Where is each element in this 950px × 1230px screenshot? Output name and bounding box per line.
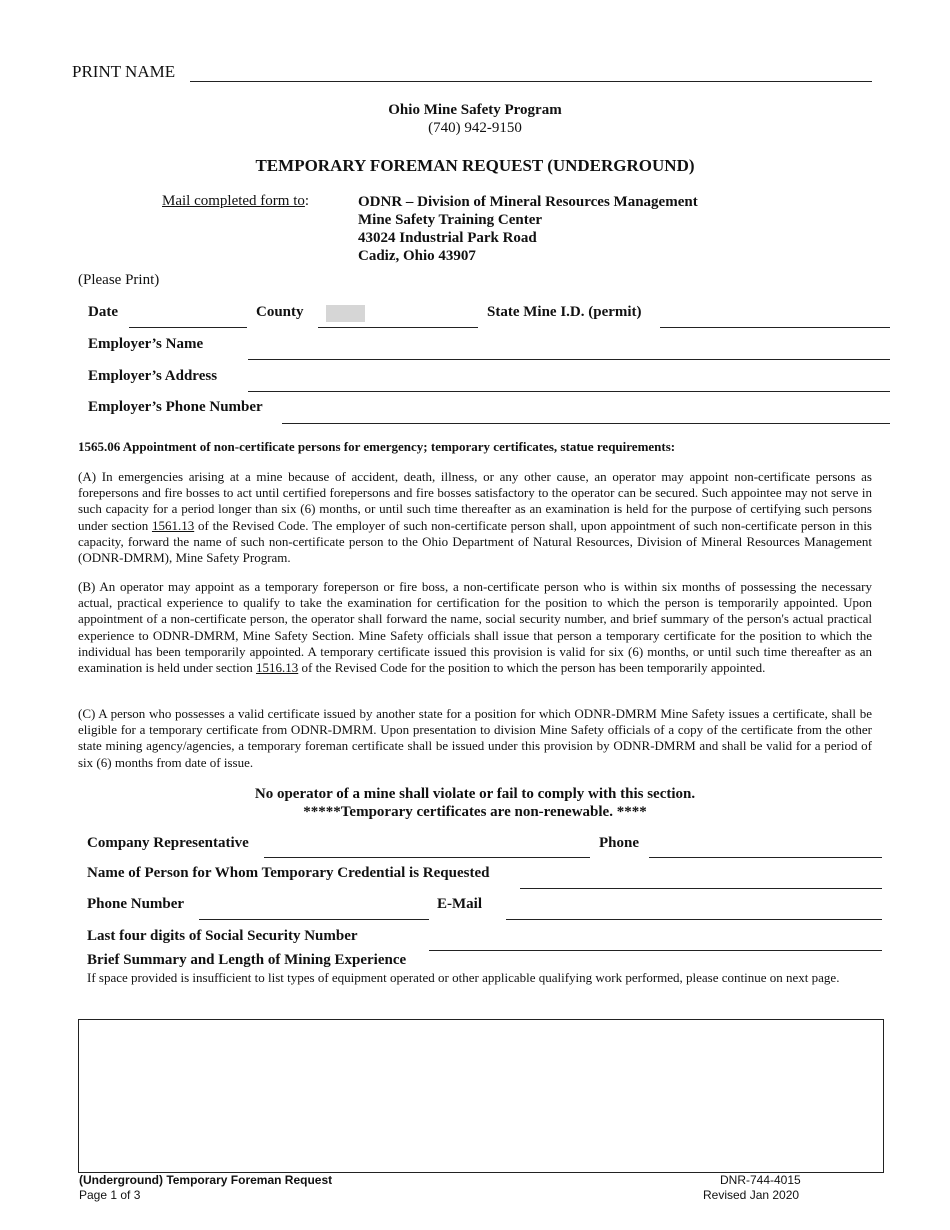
company-rep-label: Company Representative: [87, 835, 249, 851]
employer-address-label: Employer’s Address: [88, 368, 218, 384]
email-label: E-Mail: [437, 896, 482, 912]
page-title: TEMPORARY FOREMAN REQUEST (UNDERGROUND): [255, 156, 695, 175]
statute-paragraph-c: (C) A person who possesses a valid certificate issued by another state for a position for which ODNR-DMRM Mine Safety issues a certificate, shall be eligible for a temporary certificate from ODNR-DMRM. Upon presentation to division Mine Safety officials of a copy of the certificate from the other state mining agency/agencies, a temporary foreman certificate shall be issued under this provision by ODNR-DMRM and shall be valid for a period of six (6) months from date of issue.: [78, 706, 872, 770]
employer-phone-label: Employer’s Phone Number: [88, 399, 263, 415]
person-name-label: Name of Person for Whom Temporary Credential is Requested: [87, 865, 490, 881]
notice-line-1: No operator of a mine shall violate or fail to comply with this section.: [254, 786, 696, 802]
experience-summary-box[interactable]: [78, 1019, 884, 1173]
employer-name-label: Employer’s Name: [88, 336, 204, 352]
ssn-field[interactable]: [429, 950, 882, 951]
county-field-line: [318, 327, 478, 328]
statute-link-1561-13[interactable]: 1561.13: [151, 517, 195, 533]
notice-line-2: *****Temporary certificates are non-renewable. ****: [303, 804, 647, 820]
email-field[interactable]: [506, 919, 882, 920]
rep-phone-field[interactable]: [649, 857, 882, 858]
employer-phone-field[interactable]: [282, 423, 890, 424]
please-print-note: (Please Print): [78, 272, 160, 288]
mail-address: [358, 193, 698, 265]
phone-number-label: Phone Number: [87, 896, 185, 912]
state-mine-id-label: State Mine I.D. (permit): [487, 304, 642, 320]
statute-paragraph-a: (A) In emergencies arising at a mine because of accident, death, illness, or any other cause, an operator may appoint non-certificate persons as forepersons and fire bosses to act until certified forepersons and fire bosses satisfactory to the operator can be secured. Such appointee may not serve in such capacity for a period longer than six (6) months, or until such time thereafter as an examination is held for the purpose of certifying such persons under section 1561.13 of the Revised Code. The employer of such non-certificate person shall, upon appointment of such non-certificate person in this capacity, forward the name of such non-certificate person to the Ohio Department of Natural Resources, Division of Mineral Resources Management (ODNR-DMRM), Mine Safety Program.: [78, 469, 872, 566]
employer-name-field[interactable]: [248, 359, 890, 360]
summary-note: If space provided is insufficient to list types of equipment operated or other applicable qualifying work performed, please continue on next page.: [87, 970, 840, 985]
footer-form-number: DNR-744-4015: [720, 1173, 801, 1187]
summary-label: Brief Summary and Length of Mining Experience: [87, 952, 407, 968]
mail-address-line: 43024 Industrial Park Road: [358, 230, 537, 246]
statute-paragraph-b: (B) An operator may appoint as a temporary foreperson or fire boss, a non-certificate person who is within six months of possessing the necessary actual, practical experience to qualify to take the examination for certification for the position to which the person is temporarily appointed. Upon appointment of a non-certificate person, the operator shall forward the name, social security number, and brief summary of the person's actual practical experience to ODNR-DMRM, Mine Safety Section. Mine Safety officials shall issue that person a temporary certificate for the position to which the individual has been temporarily appointed. A temporary certificate issued this provision is valid for six (6) months, or until such time thereafter as an examination is held under section 1516.13 of the Revised Code for the position to which the person has been temporarily appointed.: [78, 579, 872, 676]
print-name-label: PRINT NAME: [72, 62, 176, 81]
mail-to-label: Mail completed form to:: [162, 193, 310, 209]
ssn-label: Last four digits of Social Security Number: [87, 928, 358, 944]
county-label: County: [256, 304, 304, 320]
company-rep-field[interactable]: [264, 857, 590, 858]
statute-link-1516-13[interactable]: 1516.13: [255, 660, 299, 676]
mail-address-line: ODNR – Division of Mineral Resources Management: [358, 194, 698, 210]
person-name-field[interactable]: [520, 888, 882, 889]
date-field[interactable]: [129, 327, 247, 328]
print-name-field[interactable]: [190, 81, 872, 82]
footer-page-number: Page 1 of 3: [79, 1188, 141, 1202]
statute-heading: 1565.06 Appointment of non-certificate persons for emergency; temporary certificates, statue requirements:: [78, 439, 676, 454]
mail-address-line: Mine Safety Training Center: [358, 212, 543, 228]
mail-address-line: Cadiz, Ohio 43907: [358, 248, 476, 264]
phone-number-field[interactable]: [199, 919, 429, 920]
date-label: Date: [88, 304, 118, 320]
rep-phone-label: Phone: [599, 835, 640, 851]
program-phone: (740) 942-9150: [428, 120, 522, 136]
program-name: Ohio Mine Safety Program: [388, 102, 562, 118]
employer-address-field[interactable]: [248, 391, 890, 392]
state-mine-id-field[interactable]: [660, 327, 890, 328]
footer-revised-date: Revised Jan 2020: [703, 1188, 800, 1202]
county-dropdown[interactable]: [326, 305, 365, 322]
footer-form-title: (Underground) Temporary Foreman Request: [79, 1173, 333, 1187]
